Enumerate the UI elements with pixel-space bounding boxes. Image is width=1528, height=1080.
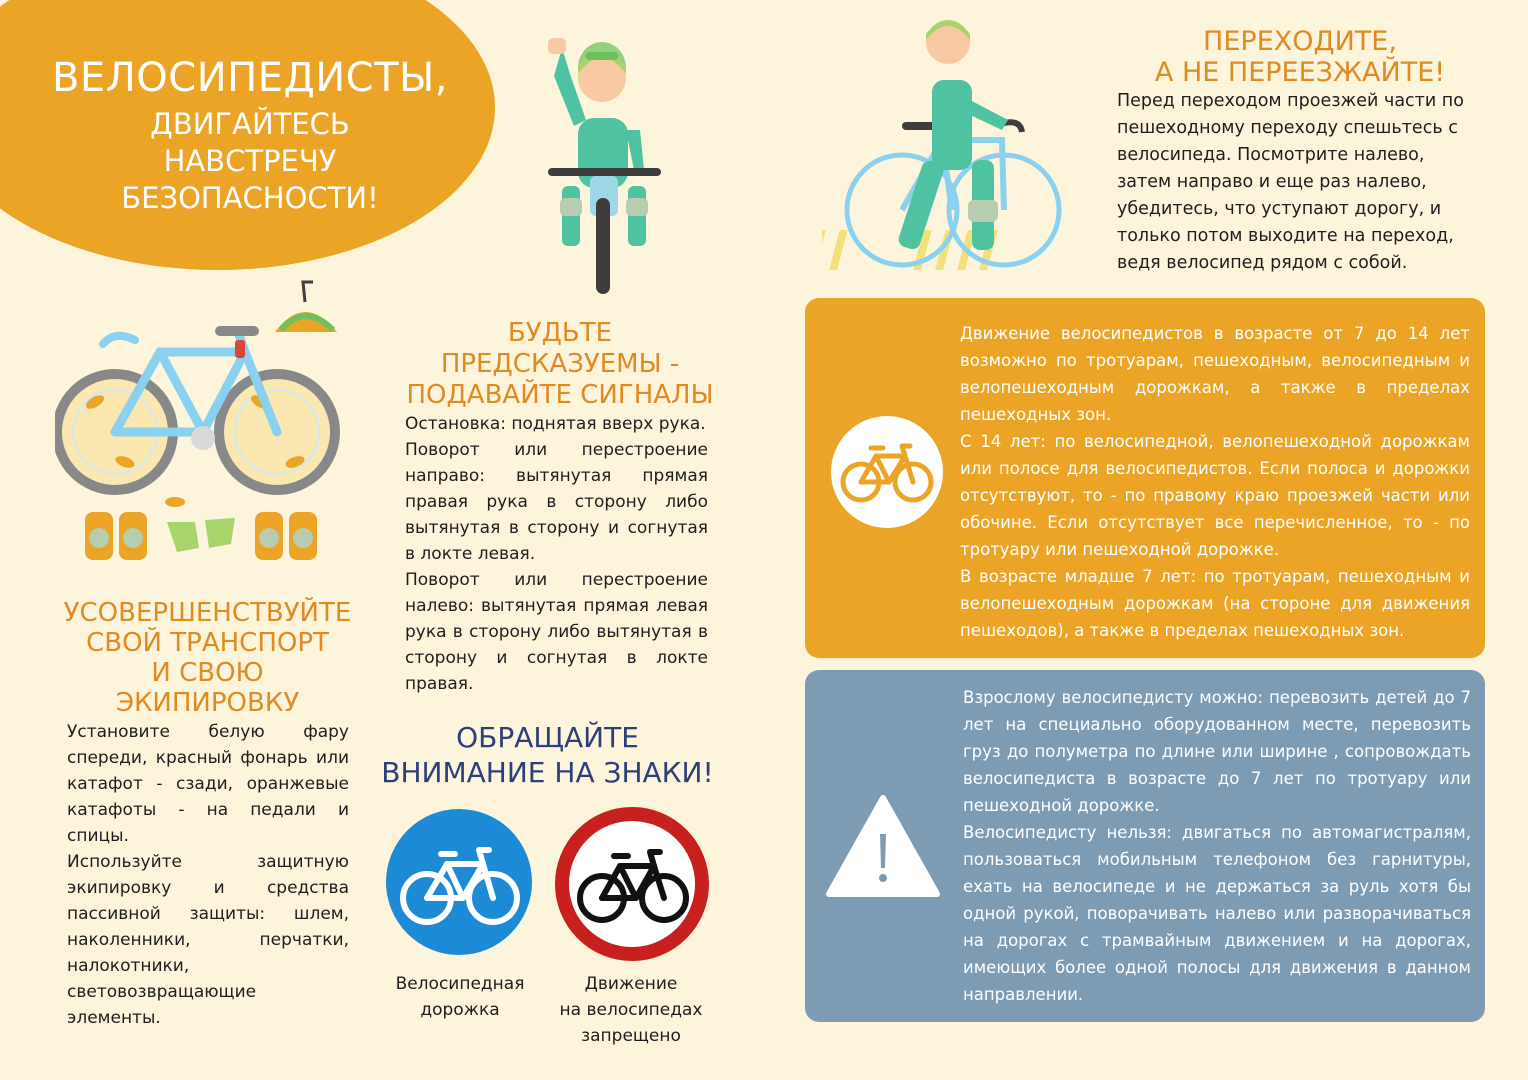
no-bicycles-caption-line-2: на велосипедах: [559, 1000, 703, 1020]
crossing-heading-line-2: А НЕ ПЕРЕЕЗЖАЙТЕ!: [1154, 57, 1446, 88]
no-bicycles-caption-line-1: Движение: [584, 974, 678, 994]
signals-paragraph: Поворот или перестроение налево: вытянутая прямая левая рука в сторону либо вытянутая в сторону и согнутая в локте правая.: [405, 570, 708, 694]
title-line-1: ВЕЛОСИПЕДИСТЫ,: [51, 55, 449, 101]
adult-rules-panel: [805, 670, 1485, 1022]
bicycle-equipment-illustration: [55, 272, 345, 572]
age-rules-panel: [805, 298, 1485, 658]
improve-heading-line-3: И СВОЮ: [151, 658, 264, 688]
signals-paragraph: Поворот или перестроение направо: вытянутая прямая правая рука в сторону либо вытянутая в сторону и согнутая в локте левая.: [405, 440, 708, 564]
signs-heading-line-2: ВНИМАНИЕ НА ЗНАКИ!: [381, 756, 714, 789]
signs-heading-line-1: ОБРАЩАЙТЕ: [456, 721, 639, 754]
improve-paragraph: Установите белую фару спереди, красный фонарь или катафот - сзади, оранжевые катафоты - на педали и спицы.: [67, 722, 349, 846]
cycle-lane-caption: [370, 971, 550, 1023]
cycle-lane-caption-line-2: дорожка: [420, 1000, 500, 1020]
improve-text: [67, 719, 349, 1031]
page-title: [30, 55, 470, 217]
age-rules-paragraph: С 14 лет: по велосипедной, велопешеходной дорожкам или полосе для велосипедистов. Если полоса и дорожки отсутствуют, то - по правому краю проезжей части или обочине. Если отсутствует все перечисленное, то - по тротуару или пешеходной дорожке.: [960, 432, 1470, 559]
age-rules-paragraph: Движение велосипедистов в возрасте от 7 до 14 лет возможно по тротуарам, пешеходным, велосипедным и велопешеходным дорожкам, а также в пределах пешеходных зон.: [960, 324, 1470, 424]
improve-heading-line-1: УСОВЕРШЕНСТВУЙТЕ: [63, 598, 352, 628]
title-line-3: НАВСТРЕЧУ: [163, 144, 337, 178]
signals-heading-line-3: ПОДАВАЙТЕ СИГНАЛЫ: [406, 380, 714, 410]
age-rules-text: [960, 320, 1470, 644]
signals-heading: [395, 318, 725, 411]
signals-paragraph: Остановка: поднятая вверх рука.: [405, 414, 706, 434]
improve-heading: [55, 598, 360, 718]
crossing-illustration: [822, 20, 1087, 275]
improve-paragraph: Используйте защитную экипировку и средства пассивной защиты: шлем, наколенники, перчатки, налокотники, световозвращающие элементы.: [67, 852, 349, 1028]
cycle-lane-caption-line-1: Велосипедная: [395, 974, 525, 994]
improve-heading-line-4: ЭКИПИРОВКУ: [115, 688, 300, 718]
improve-heading-line-2: СВОЙ ТРАНСПОРТ: [86, 628, 329, 658]
adult-rules-paragraph: Велосипедисту нельзя: двигаться по автомагистралям, пользоваться мобильным телефоном без гарнитуры, ехать на велосипеде и не держаться за руль хотя бы одной рукой, поворачивать налево или разворачиваться на дорогах с трамвайным движением и на дорогах, имеющих более одной полосы для движения в данном направлении.: [963, 823, 1471, 1004]
signals-heading-line-1: БУДЬТЕ: [507, 318, 613, 348]
adult-rules-paragraph: Взрослому велосипедисту можно: перевозить детей до 7 лет на специально оборудованном месте, перевозить груз до полуметра по длине или ширине , сопровождать велосипедиста в возрасте до 7 лет по тротуару или пешеходной дорожке.: [963, 688, 1471, 815]
title-line-4: БЕЗОПАСНОСТИ!: [121, 181, 379, 215]
no-bicycles-sign: [554, 806, 710, 962]
signals-text: [405, 411, 708, 697]
crossing-text: Перед переходом проезжей части по пешеходному переходу спешьтесь с велосипеда. Посмотрите налево, затем направо и еще раз налево, убедитесь, что уступают дорогу, и только потом выходите на переход, ведя велосипед рядом с собой.: [1117, 91, 1464, 273]
cyclist-signal-illustration: [540, 38, 665, 298]
cycle-lane-sign: [385, 808, 533, 956]
adult-rules-text: [963, 684, 1471, 1008]
crossing-heading: [1110, 26, 1490, 88]
crossing-heading-line-1: ПЕРЕХОДИТЕ,: [1203, 26, 1397, 57]
signals-heading-line-2: ПРЕДСКАЗУЕМЫ -: [440, 349, 680, 379]
warning-icon: [825, 794, 941, 898]
title-line-2: ДВИГАЙТЕСЬ: [150, 107, 350, 141]
signs-heading: [370, 720, 725, 790]
no-bicycles-caption: [540, 971, 722, 1049]
no-bicycles-caption-line-3: запрещено: [581, 1026, 681, 1046]
bicycle-icon: [831, 416, 943, 528]
age-rules-paragraph: В возрасте младше 7 лет: по тротуарам, пешеходным и велопешеходным дорожкам (на стороне для движения пешеходов), а также в пределах пешеходных зон.: [960, 567, 1470, 640]
